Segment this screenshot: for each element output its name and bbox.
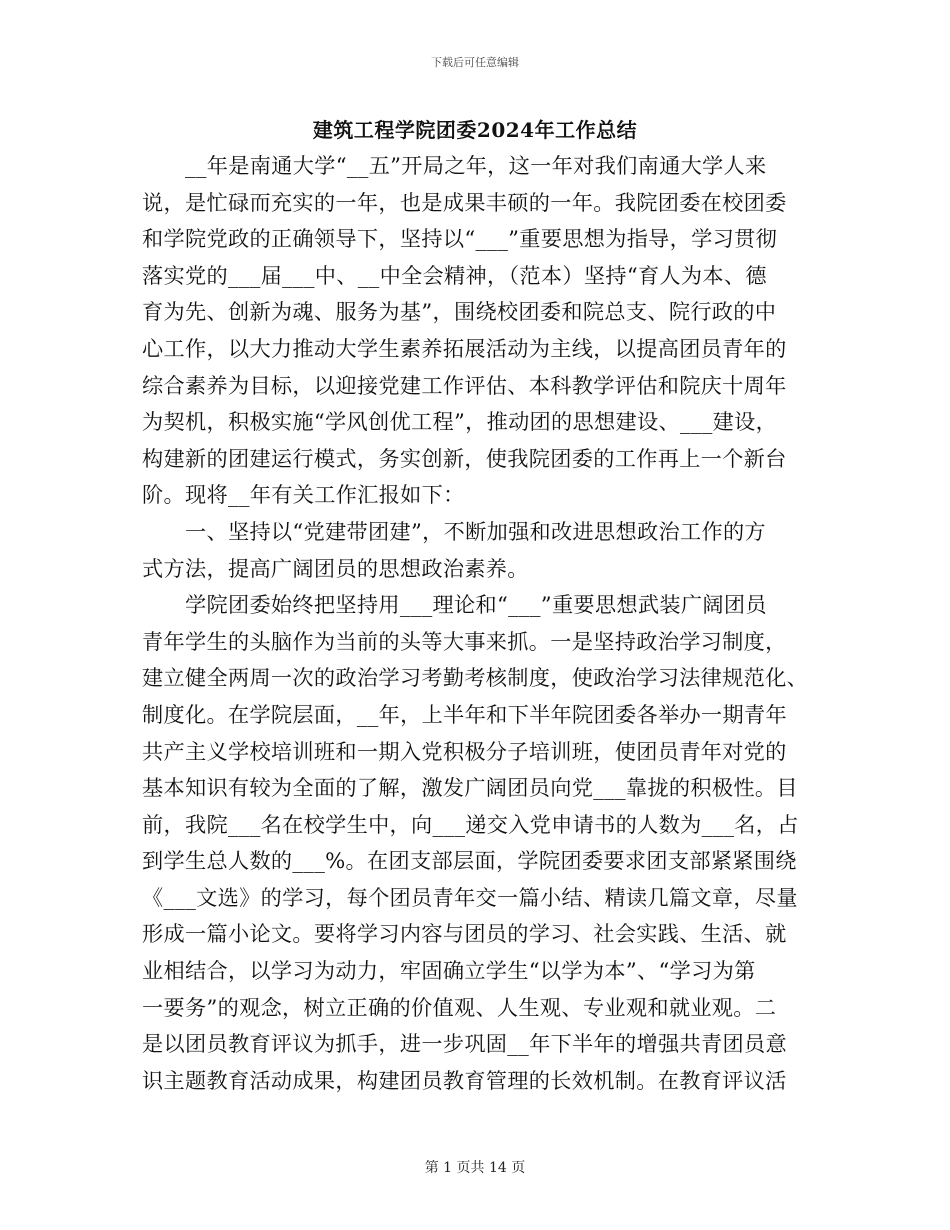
- body-line: 阶。现将__年有关工作汇报如下：: [142, 482, 465, 508]
- section-heading-line: 一、坚持以“党建带团建”，不断加强和改进思想政治工作的方: [142, 518, 766, 544]
- body-line: 建立健全两周一次的政治学习考勤考核制度，使政治学习法律规范化、: [142, 665, 809, 691]
- body-line: 心工作，以大力推动大学生素养拓展活动为主线，以提高团员青年的: [142, 335, 787, 361]
- body-line: __年是南通大学“__五”开局之年，这一年对我们南通大学人来: [142, 153, 767, 178]
- body-line: 和学院党政的正确领导下，坚持以“___”重要思想为指导，学习贯彻: [142, 226, 778, 252]
- body-line: 一要务”的观念，树立正确的价值观、人生观、专业观和就业观。二: [142, 994, 777, 1020]
- body-line: 为契机，积极实施“学风创优工程”，推动团的思想建设、___建设，: [142, 409, 778, 435]
- body-line: 识主题教育活动成果，构建团员教育管理的长效机制。在教育评议活: [142, 1067, 787, 1093]
- body-line: 学院团委始终把坚持用___理论和“___”重要思想武装广阔团员: [142, 592, 767, 618]
- body-line: 育为先、创新为魂、服务为基”，围绕校团委和院总支、院行政的中: [142, 299, 777, 325]
- document-title: 建筑工程学院团委2024年工作总结: [312, 118, 638, 142]
- body-line: 青年学生的头脑作为当前的头等大事来抓。一是坚持政治学习制度，: [142, 628, 787, 654]
- header-note: 下载后可任意编辑: [431, 56, 519, 69]
- body-line: 共产主义学校培训班和一期入党积极分子培训班，使团员青年对党的: [142, 738, 787, 764]
- body-line: 落实党的___届___中、__中全会精神，（范本）坚持“育人为本、德: [142, 262, 767, 288]
- document-body: [142, 148, 809, 1099]
- body-line: 是以团员教育评议为抓手，进一步巩固__年下半年的增强共青团员意: [142, 1031, 787, 1057]
- body-line: 《___文选》的学习，每个团员青年交一篇小结、精读几篇文章，尽量: [142, 884, 798, 910]
- body-line: 基本知识有较为全面的了解，激发广阔团员向党___靠拢的积极性。目: [142, 775, 798, 801]
- body-line: 说，是忙碌而充实的一年，也是成果丰硕的一年。我院团委在校团委: [142, 189, 787, 215]
- page-footer: 第 1 页共 14 页: [424, 1160, 526, 1176]
- body-line: 形成一篇小论文。要将学习内容与团员的学习、社会实践、生活、就: [142, 921, 787, 947]
- section-heading-line: 式方法，提高广阔团员的思想政治素养。: [142, 555, 529, 581]
- body-line: 到学生总人数的___%。在团支部层面，学院团委要求团支部紧紧围绕: [142, 848, 797, 874]
- body-line: 综合素养为目标，以迎接党建工作评估、本科教学评估和院庆十周年: [142, 372, 787, 398]
- body-line: 制度化。在学院层面，__年，上半年和下半年院团委各举办一期青年: [142, 701, 787, 727]
- body-line: 前，我院___名在校学生中，向___递交入党申请书的人数为___名，占: [142, 811, 799, 837]
- body-line: 构建新的团建运行模式，务实创新，使我院团委的工作再上一个新台: [142, 445, 787, 471]
- body-line: 业相结合，以学习为动力，牢固确立学生“以学为本”、“学习为第: [142, 958, 756, 984]
